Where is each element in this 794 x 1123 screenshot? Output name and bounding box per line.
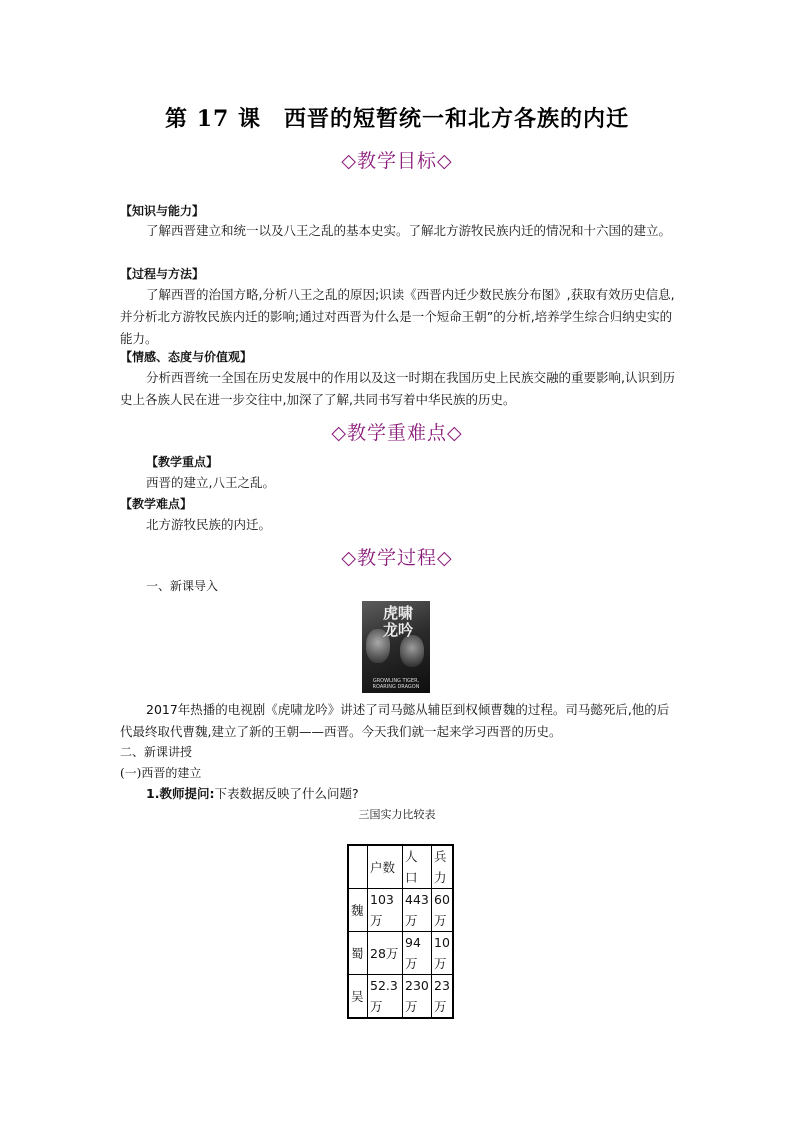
- table-cell: 94万: [403, 932, 432, 975]
- difficulty-text: 北方游牧民族的内迁。: [146, 517, 272, 532]
- question-number: 1.: [146, 786, 160, 801]
- table-header-cell: 户数: [368, 845, 403, 889]
- tv-drama-poster-image: [362, 601, 430, 693]
- emotion-text: 分析西晋统一全国在历史发展中的作用以及这一时期在我国历史上民族交融的重要影响,认识到历史上各族人民在进一步交往中,加深了了解,共同书写着中华民族的历史。: [120, 370, 675, 407]
- table-cell: 52.3万: [368, 975, 403, 1019]
- table-row: [348, 975, 453, 1019]
- comparison-table: [347, 844, 454, 1019]
- table-header-cell: 兵力: [432, 845, 454, 889]
- key-point-text: 西晋的建立,八王之乱。: [146, 475, 275, 490]
- key-point-label: 【教学重点】: [146, 455, 219, 469]
- intro-paragraph: 2017年热播的电视剧《虎啸龙吟》讲述了司马懿从辅臣到权倾曹魏的过程。司马懿死后,他的后代最终取代曹魏,建立了新的王朝——西晋。今天我们就一起来学习西晋的历史。: [120, 702, 670, 739]
- table-cell: 10万: [432, 932, 454, 975]
- table-cell: 60万: [432, 889, 454, 932]
- table-cell-state: 吴: [348, 975, 368, 1019]
- question-label: 教师提问:: [159, 786, 215, 801]
- table-row: [348, 889, 453, 932]
- table-header-cell: 人口: [403, 845, 432, 889]
- table-cell: 443万: [403, 889, 432, 932]
- poster-subtitle: GROWLING TIGER, ROARING DRAGON: [372, 678, 420, 690]
- difficulties-heading: ◇教学重难点◇: [331, 422, 463, 444]
- method-label: 【过程与方法】: [120, 267, 205, 281]
- table-header-row: [348, 845, 453, 889]
- table-cell: 103万: [368, 889, 403, 932]
- poster-title: 虎啸龙吟: [382, 604, 413, 639]
- knowledge-label: 【知识与能力】: [120, 204, 205, 218]
- objectives-heading: ◇教学目标◇: [341, 150, 453, 172]
- new-lesson-heading: 二、新课讲授: [120, 745, 193, 759]
- table-cell: 230万: [403, 975, 432, 1019]
- table-header-cell: [348, 845, 368, 889]
- lesson-title: 第 17 课 西晋的短暂统一和北方各族的内迁: [165, 106, 629, 132]
- process-heading: ◇教学过程◇: [341, 547, 453, 569]
- table-cell: 23万: [432, 975, 454, 1019]
- subsection-heading: (一)西晋的建立: [120, 766, 202, 780]
- table-caption: 三国实力比较表: [358, 808, 436, 821]
- table-cell-state: 蜀: [348, 932, 368, 975]
- method-text: 了解西晋的治国方略,分析八王之乱的原因;识读《西晋内迁少数民族分布图》,获取有效历史信息,并分析北方游牧民族内迁的影响;通过对西晋为什么是一个短命王朝”的分析,培养学生综合归纳史实的能力。: [120, 287, 675, 346]
- knowledge-text: 了解西晋建立和统一以及八王之乱的基本史实。了解北方游牧民族内迁的情况和十六国的建立。: [146, 223, 672, 238]
- intro-heading: 一、新课导入: [146, 579, 219, 593]
- table-cell-state: 魏: [348, 889, 368, 932]
- table-row: [348, 932, 453, 975]
- emotion-label: 【情感、态度与价值观】: [120, 350, 253, 364]
- table-cell: 28万: [368, 932, 403, 975]
- teacher-question: [146, 783, 359, 805]
- question-text: 下表数据反映了什么问题?: [214, 786, 359, 801]
- difficulty-label: 【教学难点】: [120, 497, 193, 511]
